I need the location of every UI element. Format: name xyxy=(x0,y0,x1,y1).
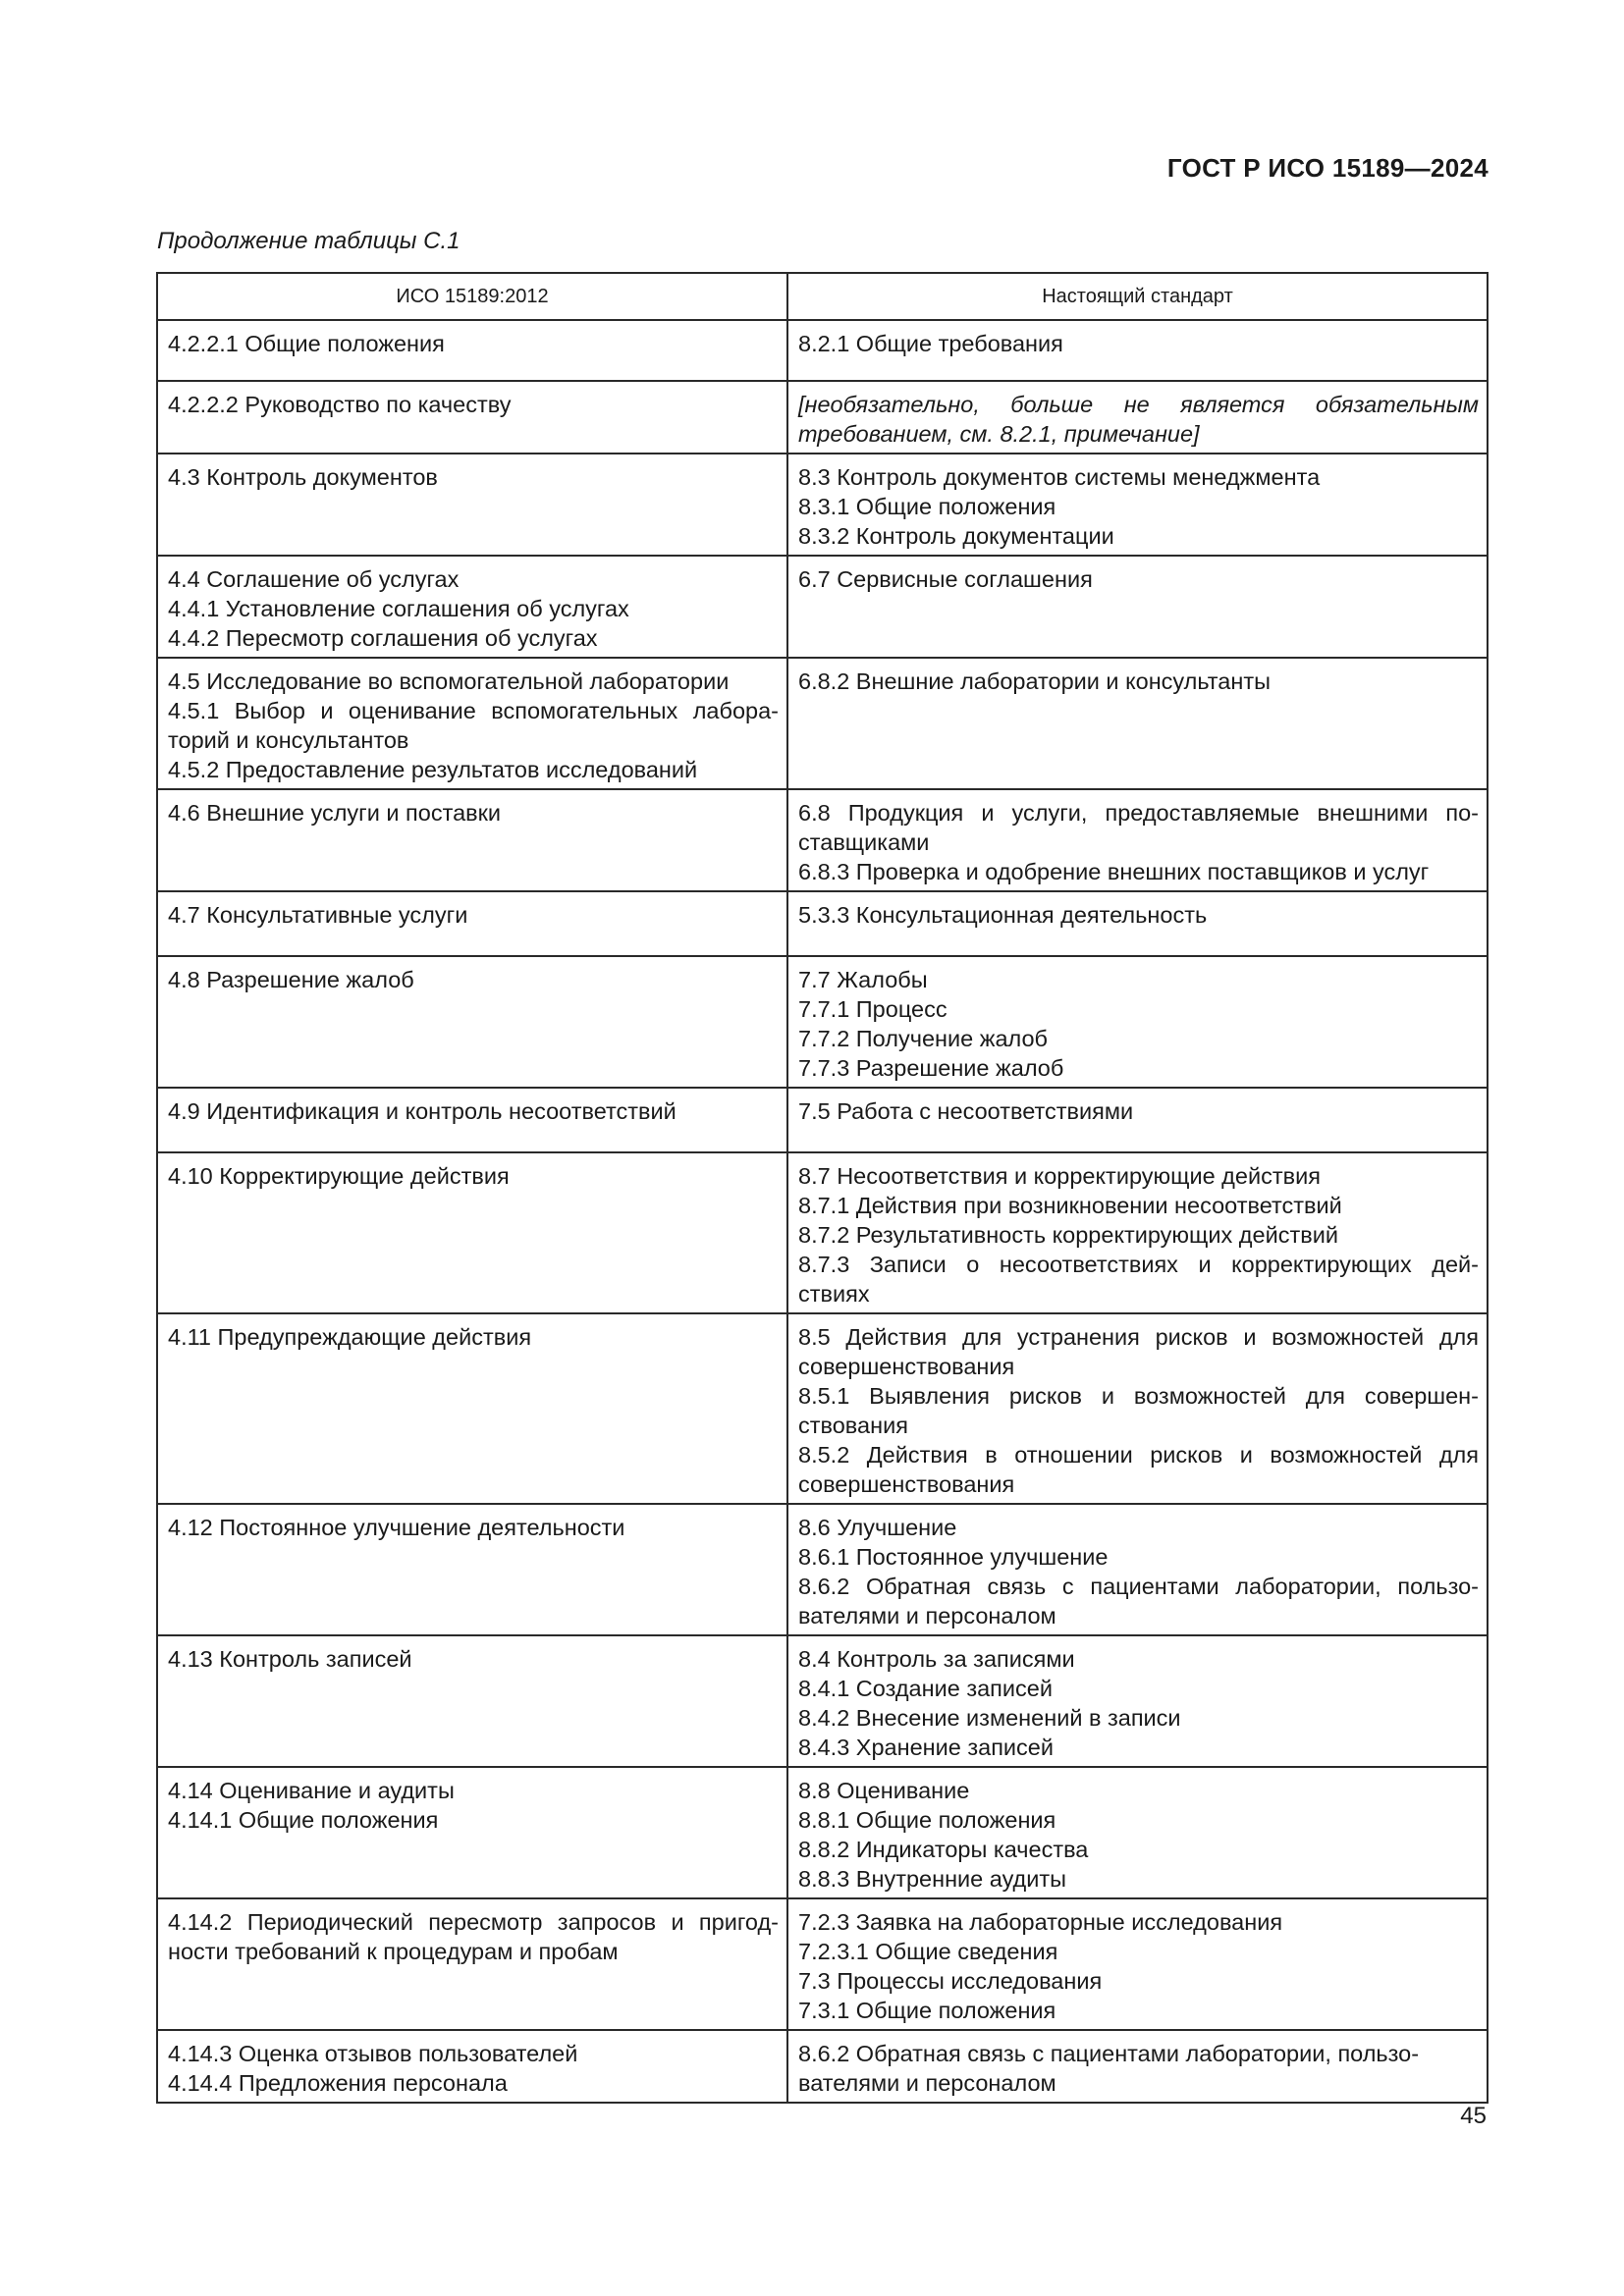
cell-iso-2012 xyxy=(157,1313,787,1504)
cell-line: 4.8 Разрешение жалоб xyxy=(168,967,414,992)
cell-current-standard xyxy=(787,658,1488,789)
cell-line: 8.8.1 Общие положения xyxy=(798,1807,1056,1833)
table-row xyxy=(157,556,1488,658)
cell-line: 8.3 Контроль документов системы менеджмента xyxy=(798,464,1321,490)
cell-current-standard xyxy=(787,454,1488,556)
table-caption: Продолжение таблицы С.1 xyxy=(157,228,460,254)
cell-line: ности требований к процедурам и пробам xyxy=(168,1939,619,1964)
cell-iso-2012 xyxy=(157,320,787,381)
cell-line: 8.3.1 Общие положения xyxy=(798,494,1056,519)
cell-line: 7.2.3 Заявка на лабораторные исследования xyxy=(798,1909,1283,1935)
cell-iso-2012 xyxy=(157,1152,787,1313)
cell-current-standard xyxy=(787,2030,1488,2103)
cell-line: 8.7.3 Записи о несоответствиях и корректирующих дей- xyxy=(798,1252,1479,1277)
cell-line: 4.7 Консультативные услуги xyxy=(168,902,468,928)
page-number: 45 xyxy=(1460,2103,1487,2129)
cell-line: 4.10 Корректирующие действия xyxy=(168,1163,510,1189)
table-row xyxy=(157,789,1488,891)
cell-line: 8.4 Контроль за записями xyxy=(798,1646,1075,1672)
cell-line: 5.3.3 Консультационная деятельность xyxy=(798,902,1208,928)
table-row xyxy=(157,381,1488,454)
table-row xyxy=(157,1313,1488,1504)
cell-line: 8.4.1 Создание записей xyxy=(798,1676,1053,1701)
cell-line: [необязательно, больше не является обязательным xyxy=(798,392,1479,417)
table-row xyxy=(157,1767,1488,1898)
cell-line: 8.7.2 Результативность корректирующих действий xyxy=(798,1222,1338,1248)
cell-line: 4.5.1 Выбор и оценивание вспомогательных лабора- xyxy=(168,698,779,723)
cell-line: 4.5.2 Предоставление результатов исследований xyxy=(168,757,698,782)
cell-line: требованием, см. 8.2.1, примечание] xyxy=(798,421,1200,447)
correspondence-table xyxy=(156,272,1489,2104)
table-row xyxy=(157,1504,1488,1635)
cell-line: 4.5 Исследование во вспомогательной лаборатории xyxy=(168,668,730,694)
cell-line: 7.7.2 Получение жалоб xyxy=(798,1026,1049,1051)
table-row xyxy=(157,1635,1488,1767)
cell-current-standard xyxy=(787,1088,1488,1152)
cell-current-standard xyxy=(787,956,1488,1088)
cell-line: 8.8 Оценивание xyxy=(798,1778,970,1803)
cell-current-standard xyxy=(787,1635,1488,1767)
cell-current-standard xyxy=(787,1152,1488,1313)
cell-line: торий и консультантов xyxy=(168,727,409,753)
cell-line: 8.2.1 Общие требования xyxy=(798,331,1063,356)
cell-line: вателями и персоналом xyxy=(798,2070,1056,2096)
table-row xyxy=(157,956,1488,1088)
cell-line: вателями и персоналом xyxy=(798,1603,1056,1629)
cell-current-standard xyxy=(787,891,1488,956)
cell-line: 8.5.2 Действия в отношении рисков и возможностей для xyxy=(798,1442,1479,1468)
cell-line: 4.12 Постоянное улучшение деятельности xyxy=(168,1515,625,1540)
cell-current-standard xyxy=(787,1767,1488,1898)
table-body xyxy=(157,320,1488,2103)
cell-current-standard xyxy=(787,381,1488,454)
cell-line: совершенствования xyxy=(798,1471,1015,1497)
cell-line: 6.8.3 Проверка и одобрение внешних поставщиков и услуг xyxy=(798,859,1430,884)
cell-line: 4.14.1 Общие положения xyxy=(168,1807,439,1833)
cell-line: 8.4.2 Внесение изменений в записи xyxy=(798,1705,1181,1731)
cell-line: 7.7 Жалобы xyxy=(798,967,928,992)
table-row xyxy=(157,1152,1488,1313)
cell-line: 7.5 Работа с несоответствиями xyxy=(798,1098,1134,1124)
cell-line: 4.3 Контроль документов xyxy=(168,464,438,490)
cell-line: ствиях xyxy=(798,1281,870,1307)
cell-line: 8.7 Несоответствия и корректирующие действия xyxy=(798,1163,1321,1189)
cell-iso-2012 xyxy=(157,956,787,1088)
cell-line: 7.3.1 Общие положения xyxy=(798,1998,1056,2023)
cell-iso-2012 xyxy=(157,1635,787,1767)
cell-current-standard xyxy=(787,1504,1488,1635)
cell-line: 4.4.1 Установление соглашения об услугах xyxy=(168,596,629,621)
cell-line: 4.4 Соглашение об услугах xyxy=(168,566,460,592)
cell-line: 4.14 Оценивание и аудиты xyxy=(168,1778,455,1803)
table-row xyxy=(157,1898,1488,2030)
cell-iso-2012 xyxy=(157,1767,787,1898)
cell-line: 4.4.2 Пересмотр соглашения об услугах xyxy=(168,625,598,651)
cell-iso-2012 xyxy=(157,556,787,658)
cell-line: 4.11 Предупреждающие действия xyxy=(168,1324,532,1350)
cell-line: 8.6.1 Постоянное улучшение xyxy=(798,1544,1109,1570)
cell-iso-2012 xyxy=(157,658,787,789)
cell-line: 6.7 Сервисные соглашения xyxy=(798,566,1093,592)
cell-line: 7.7.1 Процесс xyxy=(798,996,947,1022)
table-header-row xyxy=(157,273,1488,320)
cell-line: 4.14.4 Предложения персонала xyxy=(168,2070,508,2096)
document-header: ГОСТ Р ИСО 15189—2024 xyxy=(1166,153,1489,183)
cell-current-standard xyxy=(787,789,1488,891)
cell-line: 4.14.3 Оценка отзывов пользователей xyxy=(168,2041,578,2066)
cell-line: 8.8.2 Индикаторы качества xyxy=(798,1837,1089,1862)
cell-line: 6.8 Продукция и услуги, предоставляемые внешними по- xyxy=(798,800,1479,826)
table-row xyxy=(157,2030,1488,2103)
cell-line: ствования xyxy=(798,1413,908,1438)
table-row xyxy=(157,454,1488,556)
cell-current-standard xyxy=(787,556,1488,658)
cell-iso-2012 xyxy=(157,891,787,956)
cell-line: 8.3.2 Контроль документации xyxy=(798,523,1114,549)
cell-iso-2012 xyxy=(157,2030,787,2103)
cell-line: 6.8.2 Внешние лаборатории и консультанты xyxy=(798,668,1271,694)
cell-iso-2012 xyxy=(157,454,787,556)
cell-current-standard xyxy=(787,320,1488,381)
cell-iso-2012 xyxy=(157,1898,787,2030)
cell-line: 4.6 Внешние услуги и поставки xyxy=(168,800,502,826)
cell-line: совершенствования xyxy=(798,1354,1015,1379)
cell-line: 8.6.2 Обратная связь с пациентами лаборатории, пользо- xyxy=(798,2041,1420,2066)
cell-line: 7.2.3.1 Общие сведения xyxy=(798,1939,1058,1964)
cell-line: 8.6 Улучшение xyxy=(798,1515,957,1540)
table-row xyxy=(157,1088,1488,1152)
table-row xyxy=(157,658,1488,789)
cell-iso-2012 xyxy=(157,381,787,454)
cell-line: 4.2.2.1 Общие положения xyxy=(168,331,445,356)
cell-line: 7.3 Процессы исследования xyxy=(798,1968,1103,1994)
cell-iso-2012 xyxy=(157,1504,787,1635)
cell-line: 4.13 Контроль записей xyxy=(168,1646,412,1672)
cell-line: 8.6.2 Обратная связь с пациентами лаборатории, пользо- xyxy=(798,1574,1479,1599)
cell-line: 8.5.1 Выявления рисков и возможностей для совершен- xyxy=(798,1383,1479,1409)
table-row xyxy=(157,891,1488,956)
cell-line: 8.7.1 Действия при возникновении несоответствий xyxy=(798,1193,1342,1218)
cell-iso-2012 xyxy=(157,1088,787,1152)
column-header-current-standard: Настоящий стандарт xyxy=(787,273,1488,320)
column-header-iso-2012: ИСО 15189:2012 xyxy=(157,273,787,320)
cell-line: 7.7.3 Разрешение жалоб xyxy=(798,1055,1064,1081)
table-row xyxy=(157,320,1488,381)
cell-line: ставщиками xyxy=(798,829,930,855)
cell-line: 8.4.3 Хранение записей xyxy=(798,1735,1055,1760)
cell-iso-2012 xyxy=(157,789,787,891)
cell-line: 4.14.2 Периодический пересмотр запросов и пригод- xyxy=(168,1909,779,1935)
cell-current-standard xyxy=(787,1313,1488,1504)
cell-line: 4.9 Идентификация и контроль несоответствий xyxy=(168,1098,677,1124)
cell-line: 8.8.3 Внутренние аудиты xyxy=(798,1866,1067,1892)
cell-current-standard xyxy=(787,1898,1488,2030)
cell-line: 4.2.2.2 Руководство по качеству xyxy=(168,392,512,417)
cell-line: 8.5 Действия для устранения рисков и возможностей для xyxy=(798,1324,1479,1350)
